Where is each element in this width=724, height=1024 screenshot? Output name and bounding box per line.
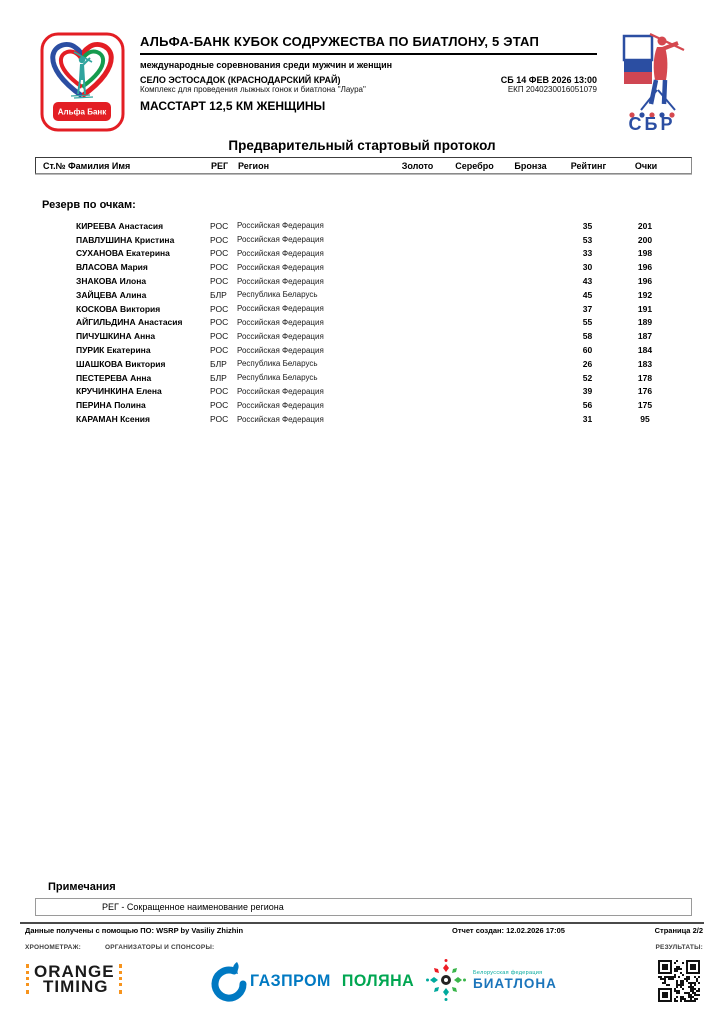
- rating-value: 37: [582, 303, 593, 314]
- gazprom-polyana-logo: [210, 960, 414, 1004]
- rating-value: 31: [582, 414, 593, 425]
- competition-subtitle: международные соревнования среди мужчин и женщин: [140, 60, 393, 70]
- table-row: [35, 398, 692, 412]
- points-value: 196: [637, 276, 653, 287]
- table-row: [35, 343, 692, 357]
- table-row: [35, 247, 692, 261]
- region-name: Республика Беларусь: [237, 359, 318, 369]
- table-row: [35, 329, 692, 343]
- region-code: РОС: [210, 345, 229, 356]
- region-name: Российская Федерация: [237, 235, 324, 245]
- ekp-number: ЕКП 2040230016051079: [507, 85, 597, 94]
- gazprom-word: ГАЗПРОМ: [250, 972, 331, 991]
- region-name: Российская Федерация: [237, 276, 324, 286]
- athlete-name: ВЛАСОВА Мария: [76, 262, 148, 273]
- region-code: РОС: [210, 248, 229, 259]
- rating-value: 56: [582, 400, 593, 411]
- table-row: [35, 371, 692, 385]
- table-row: [35, 316, 692, 330]
- start-protocol-table: [35, 157, 692, 426]
- reserve-section-title: Резерв по очкам:: [42, 199, 136, 211]
- region-code: РОС: [210, 234, 229, 245]
- athlete-name: АЙГИЛЬДИНА Анастасия: [76, 317, 183, 328]
- orange-timing-bar-icon: [119, 964, 123, 994]
- rating-value: 53: [582, 234, 593, 245]
- rating-value: 52: [582, 372, 593, 383]
- athlete-name: ЗАЙЦЕВА Алина: [76, 289, 147, 300]
- athlete-name: КИРЕЕВА Анастасия: [76, 220, 164, 231]
- competition-title: АЛЬФА-БАНК КУБОК СОДРУЖЕСТВА ПО БИАТЛОНУ, 5 ЭТАП: [140, 34, 539, 49]
- region-code: РОС: [210, 317, 229, 328]
- col-rating: Рейтинг: [570, 160, 607, 171]
- rating-value: 30: [582, 262, 593, 273]
- region-name: Российская Федерация: [237, 304, 324, 314]
- complex-text: Комплекс для проведения лыжных гонок и биатлона "Лаура": [140, 85, 366, 94]
- region-name: Республика Беларусь: [237, 290, 318, 300]
- polyana-word: ПОЛЯНА: [341, 972, 415, 991]
- athlete-name: ПУРИК Екатерина: [76, 345, 151, 356]
- points-value: 187: [637, 331, 653, 342]
- region-name: Республика Беларусь: [237, 373, 318, 383]
- sponsor-logos-row: [20, 958, 704, 1016]
- athlete-name: СУХАНОВА Екатерина: [76, 248, 170, 259]
- region-name: Российская Федерация: [237, 414, 324, 424]
- rating-value: 58: [582, 331, 593, 342]
- region-code: РОС: [210, 414, 229, 425]
- rating-value: 60: [582, 345, 593, 356]
- sbr-label: СБР: [628, 114, 676, 132]
- points-value: 175: [637, 400, 653, 411]
- athlete-name: КОСКОВА Виктория: [76, 303, 161, 314]
- region-code: РОС: [210, 276, 229, 287]
- points-value: 201: [637, 220, 653, 231]
- region-name: Российская Федерация: [237, 331, 324, 341]
- sponsors-label: ОРГАНИЗАТОРЫ И СПОНСОРЫ:: [105, 944, 215, 951]
- athlete-name: ШАШКОВА Виктория: [76, 358, 166, 369]
- table-row: [35, 357, 692, 371]
- rating-value: 26: [582, 358, 593, 369]
- points-value: 184: [637, 345, 653, 356]
- results-qr-code: [656, 958, 702, 1004]
- notes-box: [35, 898, 692, 916]
- page-footer: [20, 922, 704, 1018]
- points-value: 95: [640, 414, 650, 425]
- points-value: 183: [637, 358, 653, 369]
- rating-value: 43: [582, 276, 593, 287]
- col-region: Регион: [238, 160, 269, 171]
- region-code: РОС: [210, 386, 229, 397]
- col-points: Очки: [634, 160, 658, 171]
- footer-divider: [20, 922, 704, 924]
- table-row: [35, 288, 692, 302]
- region-name: Российская Федерация: [237, 345, 324, 355]
- table-header-row: [35, 157, 692, 174]
- table-row: [35, 302, 692, 316]
- federation-snowflake-icon: [425, 958, 467, 1002]
- rating-value: 45: [582, 289, 593, 300]
- event-title: МАССТАРТ 12,5 КМ ЖЕНЩИНЫ: [140, 99, 326, 113]
- region-code: РОС: [210, 400, 229, 411]
- col-start-number: Ст.№: [43, 160, 66, 171]
- region-code: РОС: [210, 303, 229, 314]
- results-label: РЕЗУЛЬТАТЫ:: [655, 944, 703, 951]
- region-name: Российская Федерация: [237, 400, 324, 410]
- title-underline: [140, 53, 597, 55]
- table-row: [35, 219, 692, 233]
- region-code: БЛР: [210, 372, 227, 383]
- belarus-biathlon-federation-logo: [425, 958, 557, 1002]
- points-value: 178: [637, 372, 653, 383]
- athlete-name: ПЕРИНА Полина: [76, 400, 146, 411]
- points-value: 176: [637, 386, 653, 397]
- software-credit: Данные получены с помощью ПО: WSRP by Vasiliy Zhizhin: [25, 926, 244, 935]
- athlete-name: ПАВЛУШИНА Кристина: [76, 234, 175, 245]
- report-created: Отчет создан: 12.02.2026 17:05: [452, 926, 565, 935]
- points-value: 198: [637, 248, 653, 259]
- athlete-name: ЗНАКОВА Илона: [76, 276, 147, 287]
- athlete-name: КАРАМАН Ксения: [76, 414, 150, 425]
- region-code: РОС: [210, 262, 229, 273]
- table-body: [35, 219, 692, 426]
- header-text-block: [140, 34, 597, 113]
- event-datetime: СБ 14 ФЕВ 2026 13:00: [500, 75, 597, 85]
- region-code: РОС: [210, 220, 229, 231]
- athlete-name: КРУЧИНКИНА Елена: [76, 386, 162, 397]
- orange-timing-line2: TIMING: [43, 977, 109, 996]
- rating-value: 33: [582, 248, 593, 259]
- col-bronze: Бронза: [514, 160, 547, 171]
- notes-title: Примечания: [48, 881, 116, 893]
- col-silver: Серебро: [455, 160, 494, 171]
- region-name: Российская Федерация: [237, 317, 324, 327]
- alfa-bank-label: Альфа Банк: [57, 107, 107, 117]
- page-header: [40, 30, 696, 138]
- table-row: [35, 260, 692, 274]
- points-value: 192: [637, 289, 653, 300]
- region-code: РОС: [210, 331, 229, 342]
- table-row: [35, 412, 692, 426]
- sbr-logo-icon: [608, 30, 696, 132]
- col-name: Фамилия Имя: [68, 160, 131, 171]
- athlete-name: ПЕСТЕРЕВА Анна: [76, 372, 152, 383]
- venue-text: СЕЛО ЭСТОСАДОК (КРАСНОДАРСКИЙ КРАЙ): [140, 75, 341, 85]
- region-name: Российская Федерация: [237, 262, 324, 272]
- orange-timing-line1: ORANGE: [34, 962, 115, 981]
- federation-name-big: БИАТЛОНА: [473, 975, 557, 991]
- note-item: РЕГ - Сокращенное наименование региона: [102, 902, 284, 912]
- col-reg: РЕГ: [211, 160, 229, 171]
- region-name: Российская Федерация: [237, 386, 324, 396]
- page-number: Страница 2/2: [654, 926, 703, 935]
- region-code: БЛР: [210, 289, 227, 300]
- timing-label: ХРОНОМЕТРАЖ:: [25, 944, 82, 951]
- points-value: 191: [637, 303, 653, 314]
- points-value: 196: [637, 262, 653, 273]
- table-row: [35, 274, 692, 288]
- rating-value: 39: [582, 386, 593, 397]
- region-name: Российская Федерация: [237, 221, 324, 231]
- gazprom-flame-icon: [210, 960, 248, 1004]
- col-gold: Золото: [401, 160, 434, 171]
- points-value: 189: [637, 317, 653, 328]
- orange-timing-bar-icon: [26, 964, 30, 994]
- region-name: Российская Федерация: [237, 248, 324, 258]
- table-row: [35, 385, 692, 399]
- notes-section: [35, 881, 692, 916]
- table-row: [35, 233, 692, 247]
- orange-timing-logo: [22, 964, 127, 994]
- alfa-bank-cup-logo-icon: [40, 32, 125, 132]
- document-title: Предварительный стартовый протокол: [228, 138, 496, 153]
- rating-value: 55: [582, 317, 593, 328]
- points-value: 200: [637, 234, 653, 245]
- rating-value: 35: [582, 220, 593, 231]
- federation-name-small: Белорусская федерация: [473, 969, 543, 976]
- athlete-name: ПИЧУШКИНА Анна: [76, 331, 156, 342]
- region-code: БЛР: [210, 358, 227, 369]
